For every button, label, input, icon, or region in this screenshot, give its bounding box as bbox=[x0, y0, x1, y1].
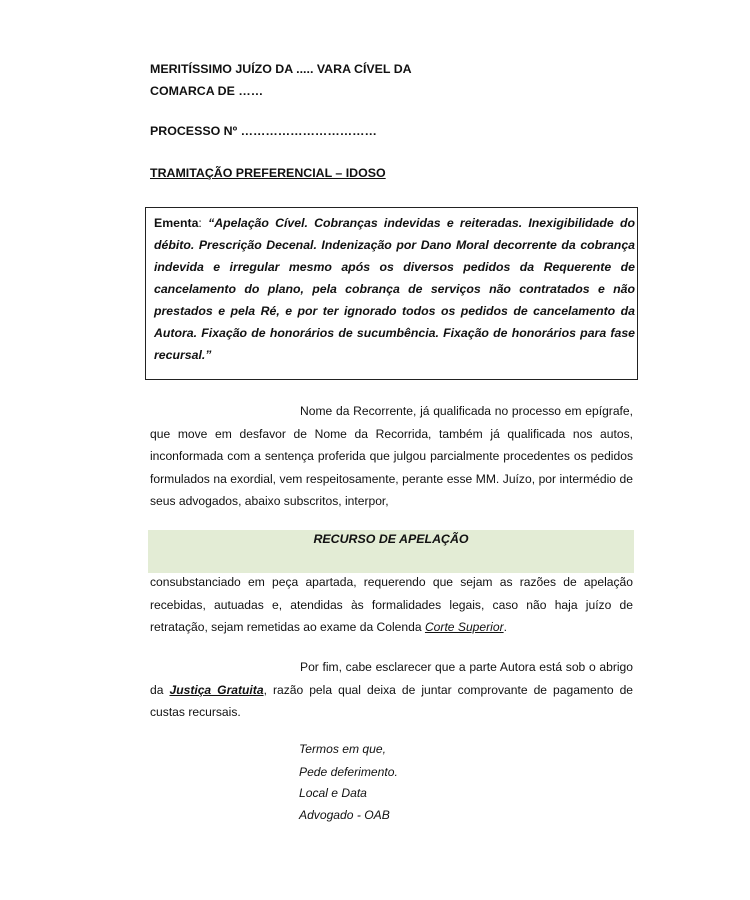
body-paragraph bbox=[150, 571, 633, 639]
process-number: PROCESSO Nº …………………………… bbox=[150, 124, 377, 138]
justica-paragraph-end: , razão pela qual deixa de juntar comprovante de pagamento de custas recursais. bbox=[150, 682, 634, 719]
intro-paragraph: Nome da Recorrente, já qualificada no processo em epígrafe, que move em desfavor de Nome da Recorrida, também já qualificada nos autos, inconformada com a sentença proferida que julgou parcialmente procedentes os pedidos formulados na exordial, vem respeitosamente, perante esse MM. Juízo, por intermédio de seus advogados, abaixo subscritos, interpor, bbox=[150, 404, 633, 508]
ementa-separator: : bbox=[198, 216, 209, 230]
justica-paragraph-text: Por fim, cabe esclarecer que a parte Autora está sob o abrigo da bbox=[150, 660, 633, 697]
ementa-box bbox=[145, 207, 638, 380]
court-address-line-2: COMARCA DE …… bbox=[150, 84, 264, 98]
closing-line-3: Local e Data bbox=[299, 786, 367, 800]
recurso-banner bbox=[148, 530, 634, 573]
body-paragraph-text: consubstanciado em peça apartada, requerendo que sejam as razões de apelação recebidas, autuadas e, atendidas às formalidades legais, caso não haja juízo de retratação, sejam remetidas ao exame da Colenda bbox=[150, 575, 633, 634]
court-address-line-1: MERITÍSSIMO JUÍZO DA ..... VARA CÍVEL DA bbox=[150, 62, 412, 76]
recurso-title: RECURSO DE APELAÇÃO bbox=[313, 532, 469, 546]
closing-line-2: Pede deferimento. bbox=[299, 765, 398, 779]
justica-paragraph bbox=[150, 656, 633, 724]
closing-line-1: Termos em que, bbox=[299, 742, 386, 756]
corte-superior-link[interactable]: Corte Superior bbox=[424, 620, 504, 634]
ementa-label: Ementa bbox=[154, 216, 199, 230]
closing-line-4: Advogado - OAB bbox=[299, 808, 390, 822]
body-paragraph-end: . bbox=[503, 620, 507, 634]
ementa-quote: “Apelação Cível. Cobranças indevidas e reiteradas. Inexigibilidade do débito. Prescrição Decenal. Indenização por Dano Moral decorrente da cobrança indevida e irregular mesmo após os diversos pedidos da Requerente de cancelamento do plano, pela cobrança de serviços não contratados e não prestados e pela Ré, e por ter ignorado todos os pedidos de cancelamento da Autora. Fixação de honorários de sucumbência. Fixação de honorários para fase recursal.” bbox=[154, 216, 635, 362]
ementa-text bbox=[154, 212, 635, 366]
justica-gratuita-emphasis: Justiça Gratuita bbox=[169, 682, 264, 697]
preferential-processing-heading: TRAMITAÇÃO PREFERENCIAL – IDOSO bbox=[150, 166, 386, 180]
